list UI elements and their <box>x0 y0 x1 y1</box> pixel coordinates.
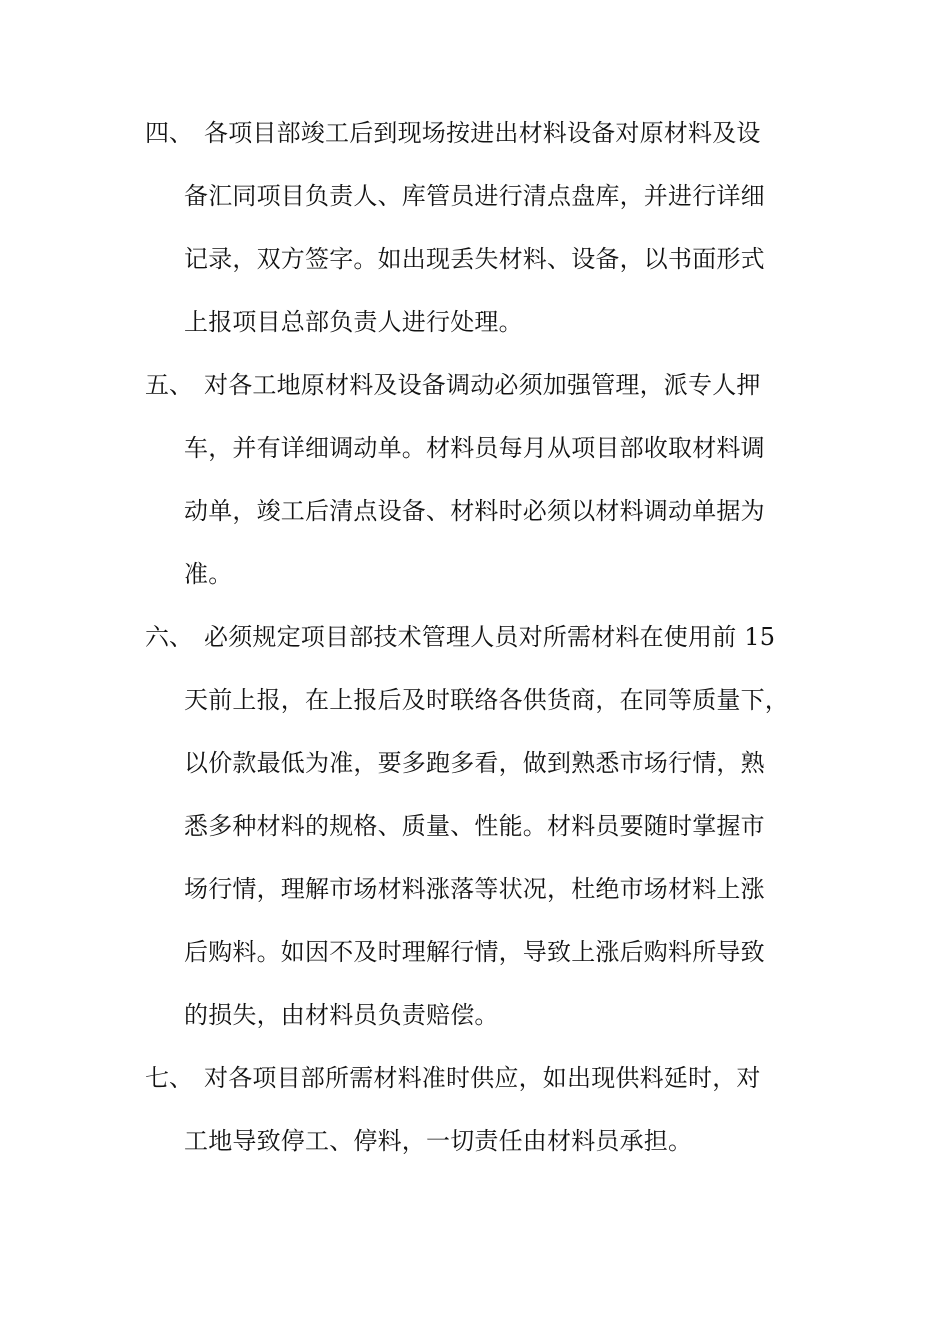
item-text-line: 以价款最低为准，要多跑多看，做到熟悉市场行情，熟 <box>184 749 765 777</box>
item-text-line: 场行情，理解市场材料涨落等状况，杜绝市场材料上涨 <box>184 875 765 903</box>
item-text-line: 记录，双方签字。如出现丢失材料、设备，以书面形式 <box>184 245 765 273</box>
item-number: 五、 <box>145 371 193 399</box>
item-text-line: 天前上报，在上报后及时联络各供货商，在同等质量下， <box>184 686 789 714</box>
item-number: 七、 <box>145 1064 193 1092</box>
item-text-line: 对各项目部所需材料准时供应，如出现供料延时，对 <box>204 1064 761 1092</box>
item-text-line: 必须规定项目部技术管理人员对所需材料在使用前 15 <box>204 623 776 651</box>
item-text-line: 上报项目总部负责人进行处理。 <box>184 308 523 336</box>
item-text-line: 悉多种材料的规格、质量、性能。材料员要随时掌握市 <box>184 812 765 840</box>
item-text-line: 准。 <box>184 560 233 588</box>
item-text-line: 备汇同项目负责人、库管员进行清点盘库，并进行详细 <box>184 182 765 210</box>
item-text-line: 各项目部竣工后到现场按进出材料设备对原材料及设 <box>204 119 761 147</box>
item-text-line: 车，并有详细调动单。材料员每月从项目部收取材料调 <box>184 434 765 462</box>
item-number: 六、 <box>145 623 193 651</box>
item-text-line: 后购料。如因不及时理解行情，导致上涨后购料所导致 <box>184 938 765 966</box>
item-text-line: 工地导致停工、停料，一切责任由材料员承担。 <box>184 1127 693 1155</box>
item-text-line: 对各工地原材料及设备调动必须加强管理，派专人押 <box>204 371 761 399</box>
item-number: 四、 <box>145 119 193 147</box>
item-text-line: 的损失，由材料员负责赔偿。 <box>184 1001 499 1029</box>
item-text-line: 动单，竣工后清点设备、材料时必须以材料调动单据为 <box>184 497 765 525</box>
